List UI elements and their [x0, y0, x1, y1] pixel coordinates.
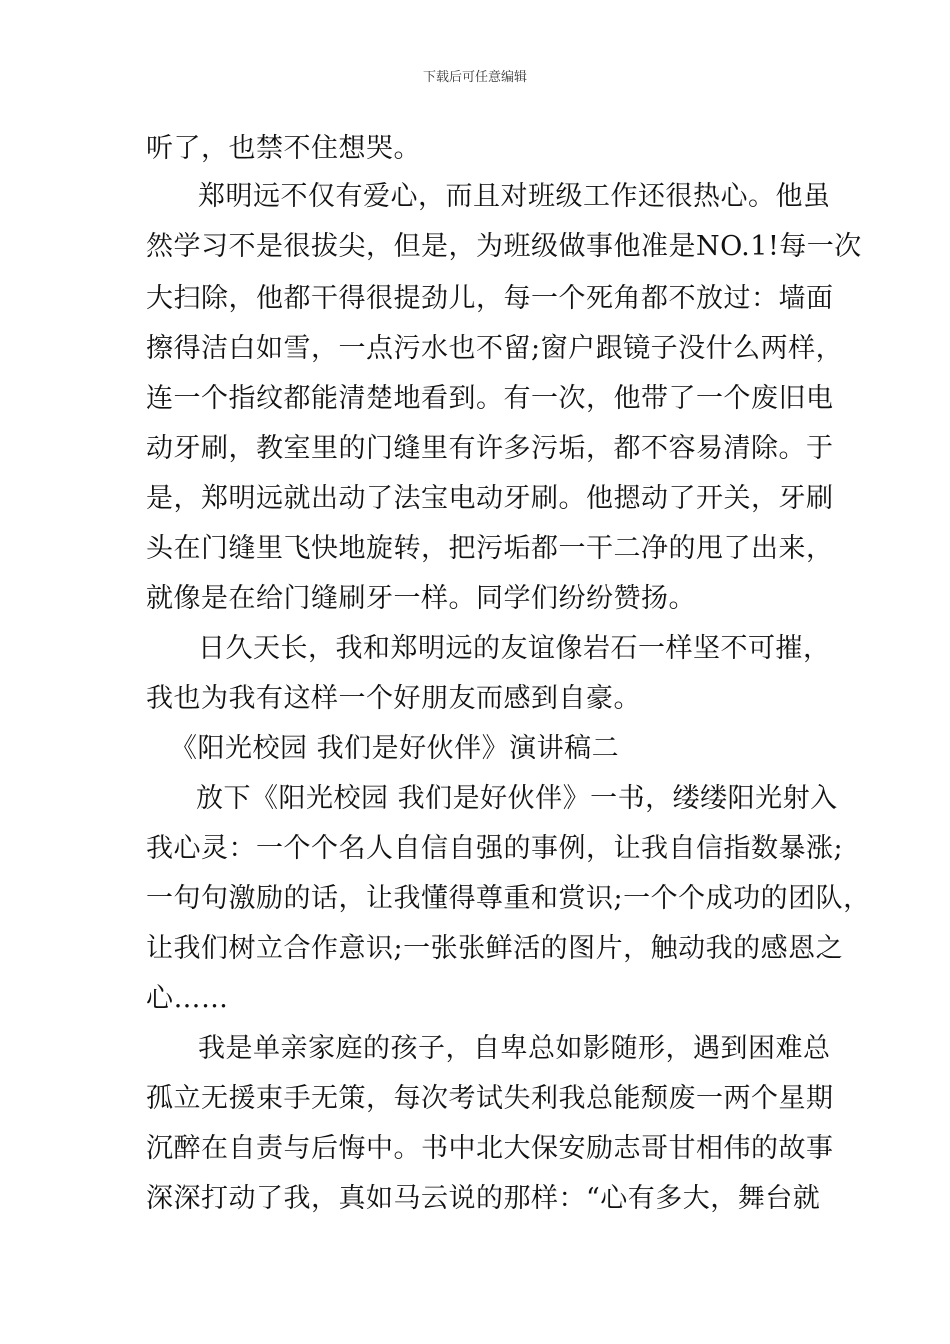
text-line: 郑明远不仅有爱心，而且对班级工作还很热心。他虽 — [198, 181, 831, 212]
text-line: 我也为我有这样一个好朋友而感到自豪。 — [146, 683, 641, 714]
text-line: 就像是在给门缝刷牙一样。同学们纷纷赞扬。 — [146, 583, 696, 614]
text-line: 放下《阳光校园 我们是好伙伴》一书，缕缕阳光射入 — [196, 783, 838, 814]
text-line: 我是单亲家庭的孩子，自卑总如影随形，遇到困难总 — [198, 1033, 831, 1064]
text-line: 让我们树立合作意识;一张张鲜活的图片，触动我的感恩之 — [146, 933, 844, 964]
text-line: 一句句激励的话，让我懂得尊重和赏识;一个个成功的团队， — [146, 883, 871, 914]
section-title: 《阳光校园 我们是好伙伴》演讲稿二 — [170, 733, 620, 764]
text-line: 头在门缝里飞快地旋转，把污垢都一干二净的甩了出来， — [146, 533, 834, 564]
text-line: 大扫除，他都干得很提劲儿，每一个死角都不放过：墙面 — [146, 283, 834, 314]
text-line: 沉醉在自责与后悔中。书中北大保安励志哥甘相伟的故事 — [146, 1133, 834, 1164]
text-line: 我心灵：一个个名人自信自强的事例，让我自信指数暴涨; — [146, 833, 844, 864]
text-line: 心…… — [146, 983, 229, 1014]
text-line: 是，郑明远就出动了法宝电动牙刷。他摁动了开关，牙刷 — [146, 483, 834, 514]
text-line: 擦得洁白如雪，一点污水也不留;窗户跟镜子没什么两样， — [146, 333, 844, 364]
text-line: 然学习不是很拔尖，但是，为班级做事他准是NO.1!每一次 — [146, 231, 862, 262]
text-line: 听了，也禁不住想哭。 — [146, 133, 421, 164]
text-line: 孤立无援束手无策，每次考试失利我总能颓废一两个星期 — [146, 1083, 834, 1114]
page-header: 下载后可任意编辑 — [422, 70, 527, 85]
text-line: 日久天长，我和郑明远的友谊像岩石一样坚不可摧， — [198, 633, 831, 664]
text-line: 连一个指纹都能清楚地看到。有一次，他带了一个废旧电 — [146, 383, 834, 414]
text-line: 深深打动了我，真如马云说的那样：“心有多大，舞台就 — [146, 1183, 821, 1214]
text-line: 动牙刷，教室里的门缝里有许多污垢，都不容易清除。于 — [146, 433, 834, 464]
